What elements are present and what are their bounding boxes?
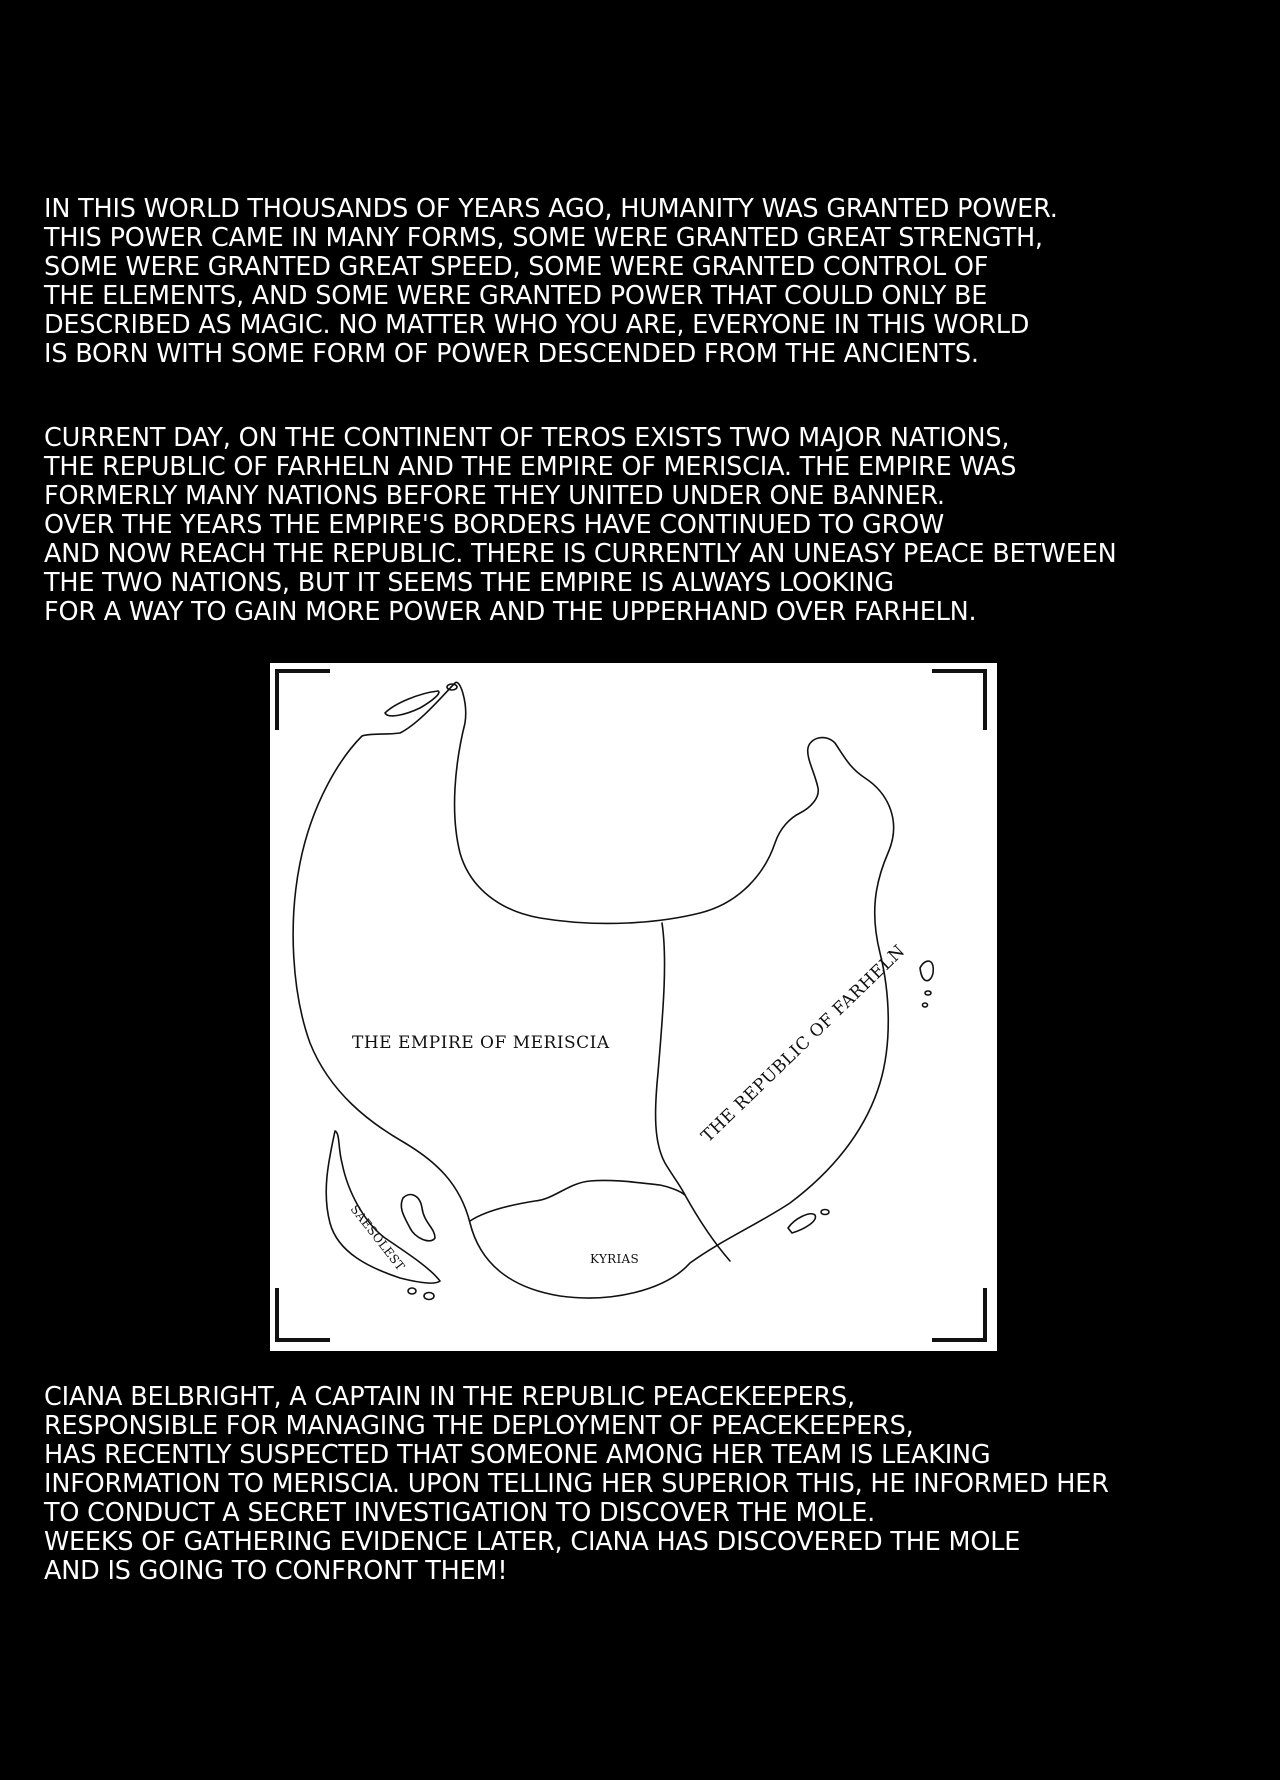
islet-saesolest-1	[408, 1288, 416, 1294]
map-corner-top-left	[277, 671, 330, 730]
continent-map	[270, 663, 997, 1351]
islet-south-east	[821, 1210, 829, 1215]
island-east-1	[920, 961, 933, 981]
islet-east-1	[925, 991, 931, 995]
island-saesolest	[401, 1195, 435, 1241]
ciana-narration: CIANA BELBRIGHT, A CAPTAIN IN THE REPUBLIC PEACEKEEPERS, RESPONSIBLE FOR MANAGING THE DEPLOYMENT OF PEACEKEEPERS, HAS RECENTLY SUSPECTED THAT SOMEONE AMONG HER TEAM IS LEAKING INFORMATION TO MERISCIA. UPON TELLING HER SUPERIOR THIS, HE INFORMED HER TO CONDUCT A SECRET INVESTIGATION TO DISCOVER THE MOLE. WEEKS OF GATHERING EVIDENCE LATER, CIANA HAS DISCOVERED THE MOLE AND IS GOING TO CONFRONT THEM!	[44, 1382, 1109, 1586]
intro-narration: IN THIS WORLD THOUSANDS OF YEARS AGO, HUMANITY WAS GRANTED POWER. THIS POWER CAME IN MANY FORMS, SOME WERE GRANTED GREAT STRENGTH, SOME WERE GRANTED GREAT SPEED, SOME WERE GRANTED CONTROL OF THE ELEMENTS, AND SOME WERE GRANTED POWER THAT COULD ONLY BE DESCRIBED AS MAGIC. NO MATTER WHO YOU ARE, EVERYONE IN THIS WORLD IS BORN WITH SOME FORM OF POWER DESCENDED FROM THE ANCIENTS.	[44, 194, 1058, 369]
label-republic: THE REPUBLIC OF FARHELN	[697, 941, 910, 1147]
label-saesolest: SAESOLEST	[347, 1202, 408, 1274]
continent-map-drawing	[270, 663, 997, 1351]
current-day-narration: CURRENT DAY, ON THE CONTINENT OF TEROS EXISTS TWO MAJOR NATIONS, THE REPUBLIC OF FARHELN AND THE EMPIRE OF MERISCIA. THE EMPIRE WAS FORMERLY MANY NATIONS BEFORE THEY UNITED UNDER ONE BANNER. OVER THE YEARS THE EMPIRE'S BORDERS HAVE CONTINUED TO GROW AND NOW REACH THE REPUBLIC. THERE IS CURRENTLY AN UNEASY PEACE BETWEEN THE TWO NATIONS, BUT IT SEEMS THE EMPIRE IS ALWAYS LOOKING FOR A WAY TO GAIN MORE POWER AND THE UPPERHAND OVER FARHELN.	[44, 423, 1117, 627]
saesolest-peninsula	[326, 1131, 440, 1283]
map-corner-bottom-right	[932, 1288, 985, 1340]
islet-saesolest-2	[424, 1293, 434, 1300]
label-kyrias: KYRIAS	[590, 1252, 640, 1266]
map-corner-top-right	[932, 671, 985, 730]
island-north	[385, 691, 439, 716]
island-south-east	[788, 1214, 815, 1233]
border-kyrias	[470, 1180, 685, 1221]
border-empire-republic	[656, 923, 685, 1195]
map-corner-bottom-left	[277, 1288, 330, 1340]
continent-coastline	[293, 682, 893, 1298]
islet-east-2	[923, 1003, 928, 1007]
label-empire: THE EMPIRE OF MERISCIA	[352, 1033, 610, 1053]
